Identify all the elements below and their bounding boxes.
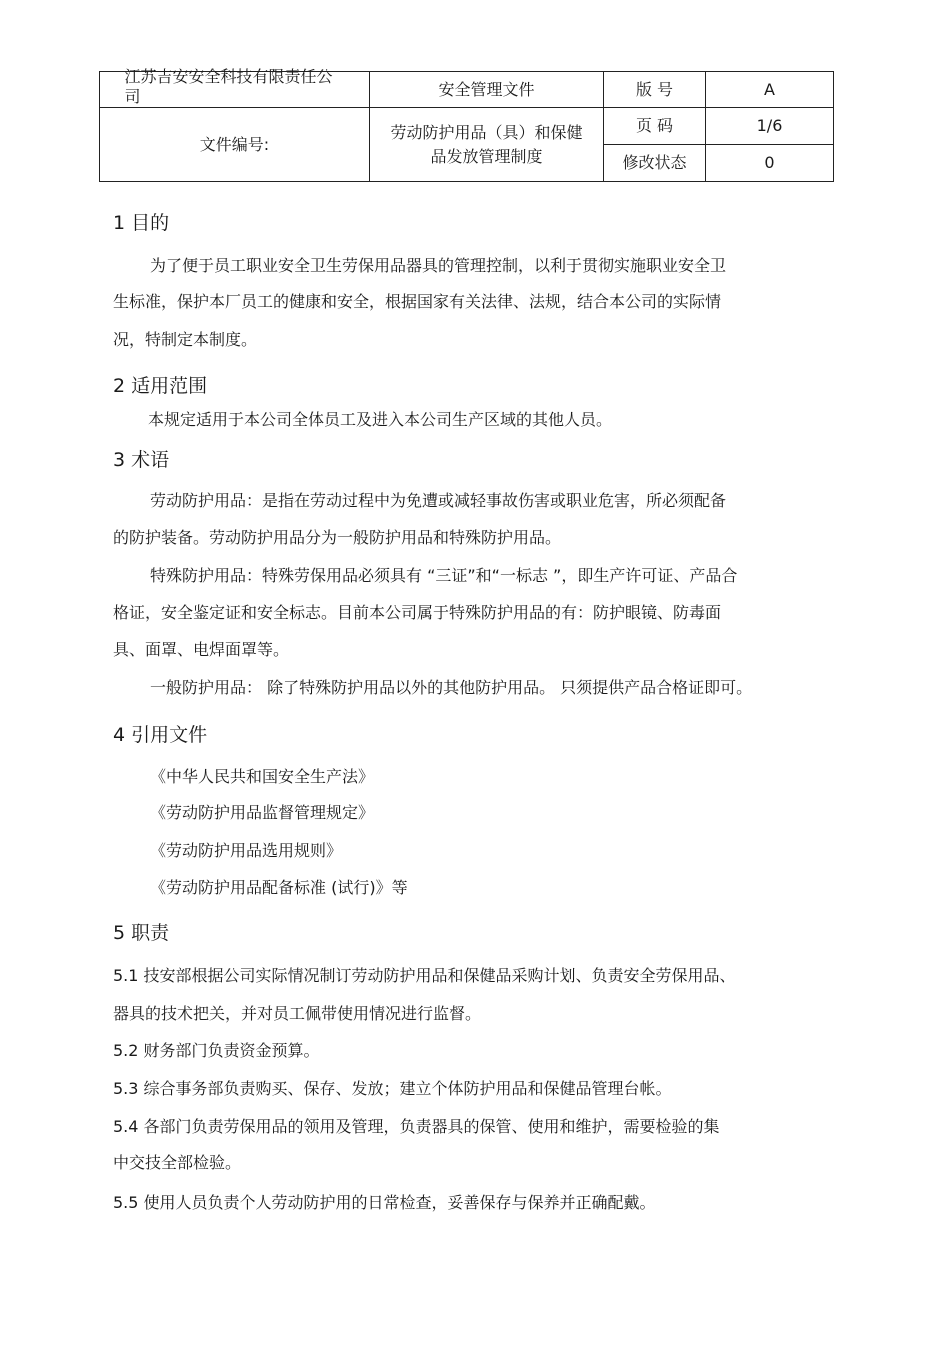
- section-3-line-4: 格证，安全鉴定证和安全标志。目前本公司属于特殊防护用品的有：防护眼镜、防毒面: [113, 603, 722, 622]
- section-5-line-6: 中交技全部检验。: [113, 1153, 242, 1172]
- company-name: 江苏吉安安全科技有限责任公司: [124, 66, 333, 106]
- revision-value: 0: [706, 145, 834, 182]
- section-1-line-2: 生标准，保护本厂员工的健康和安全，根据国家有关法律、法规，结合本公司的实际情: [113, 292, 722, 311]
- section-5-line-5: 5.4 各部门负责劳保用品的领用及管理，负责器具的保管、使用和维护，需要检验的集: [113, 1117, 720, 1136]
- section-5-line-1: 5.1 技安部根据公司实际情况制订劳动防护用品和保健品采购计划、负责安全劳保用品、: [113, 966, 736, 985]
- section-3-heading: 3 术语: [113, 449, 170, 471]
- doc-type: 安全管理文件: [370, 72, 604, 108]
- section-4-heading: 4 引用文件: [113, 724, 208, 746]
- version-label: [604, 72, 706, 108]
- section-3-line-2: 的防护装备。劳动防护用品分为一般防护用品和特殊防护用品。: [113, 528, 562, 547]
- page-label: 页 码: [604, 108, 706, 145]
- reference-3: 《劳动防护用品选用规则》: [150, 841, 343, 860]
- doc-number-label: 文件编号:: [100, 108, 370, 182]
- section-2-heading: 2 适用范围: [113, 375, 208, 397]
- section-3-line-3: 特殊防护用品：特殊劳保用品必须具有 “三证”和“一标志 ”，即生产许可证、产品合: [150, 566, 738, 585]
- section-1-line-1: 为了便于员工职业安全卫生劳保用品器具的管理控制，以利于贯彻实施职业安全卫: [150, 256, 727, 275]
- section-5-line-3: 5.2 财务部门负责资金预算。: [113, 1041, 320, 1060]
- revision-label: 修改状态: [604, 145, 706, 182]
- section-5-line-2: 器具的技术把关，并对员工佩带使用情况进行监督。: [113, 1004, 482, 1023]
- company-name-cell: [100, 66, 370, 108]
- version-label-text: 版 号: [635, 79, 674, 99]
- reference-4: 《劳动防护用品配备标准 (试行)》等: [150, 878, 408, 897]
- reference-1: 《中华人民共和国安全生产法》: [150, 767, 375, 786]
- section-1-line-3: 况，特制定本制度。: [113, 330, 258, 349]
- doc-title-cell: [370, 108, 604, 182]
- section-5-line-4: 5.3 综合事务部负责购买、保存、发放；建立个体防护用品和保健品管理台帐。: [113, 1079, 672, 1098]
- version-value: A: [706, 72, 834, 108]
- section-5-line-7: 5.5 使用人员负责个人劳动防护用的日常检查，妥善保存与保养并正确配戴。: [113, 1193, 656, 1212]
- reference-2: 《劳动防护用品监督管理规定》: [150, 803, 375, 822]
- section-3-line-6: 一般防护用品： 除了特殊防护用品以外的其他防护用品。 只须提供产品合格证即可。: [150, 678, 753, 697]
- document-header-table: [99, 66, 834, 182]
- section-3-line-1: 劳动防护用品：是指在劳动过程中为免遭或减轻事故伤害或职业危害，所必须配备: [150, 491, 727, 510]
- section-2-line-1: 本规定适用于本公司全体员工及进入本公司生产区域的其他人员。: [148, 410, 613, 429]
- section-3-line-5: 具、面罩、电焊面罩等。: [113, 640, 290, 659]
- doc-title: 劳动防护用品（具）和保健品发放管理制度: [390, 122, 583, 166]
- section-1-heading: 1 目的: [113, 212, 170, 234]
- section-5-heading: 5 职责: [113, 922, 170, 944]
- page-value: 1/6: [706, 108, 834, 145]
